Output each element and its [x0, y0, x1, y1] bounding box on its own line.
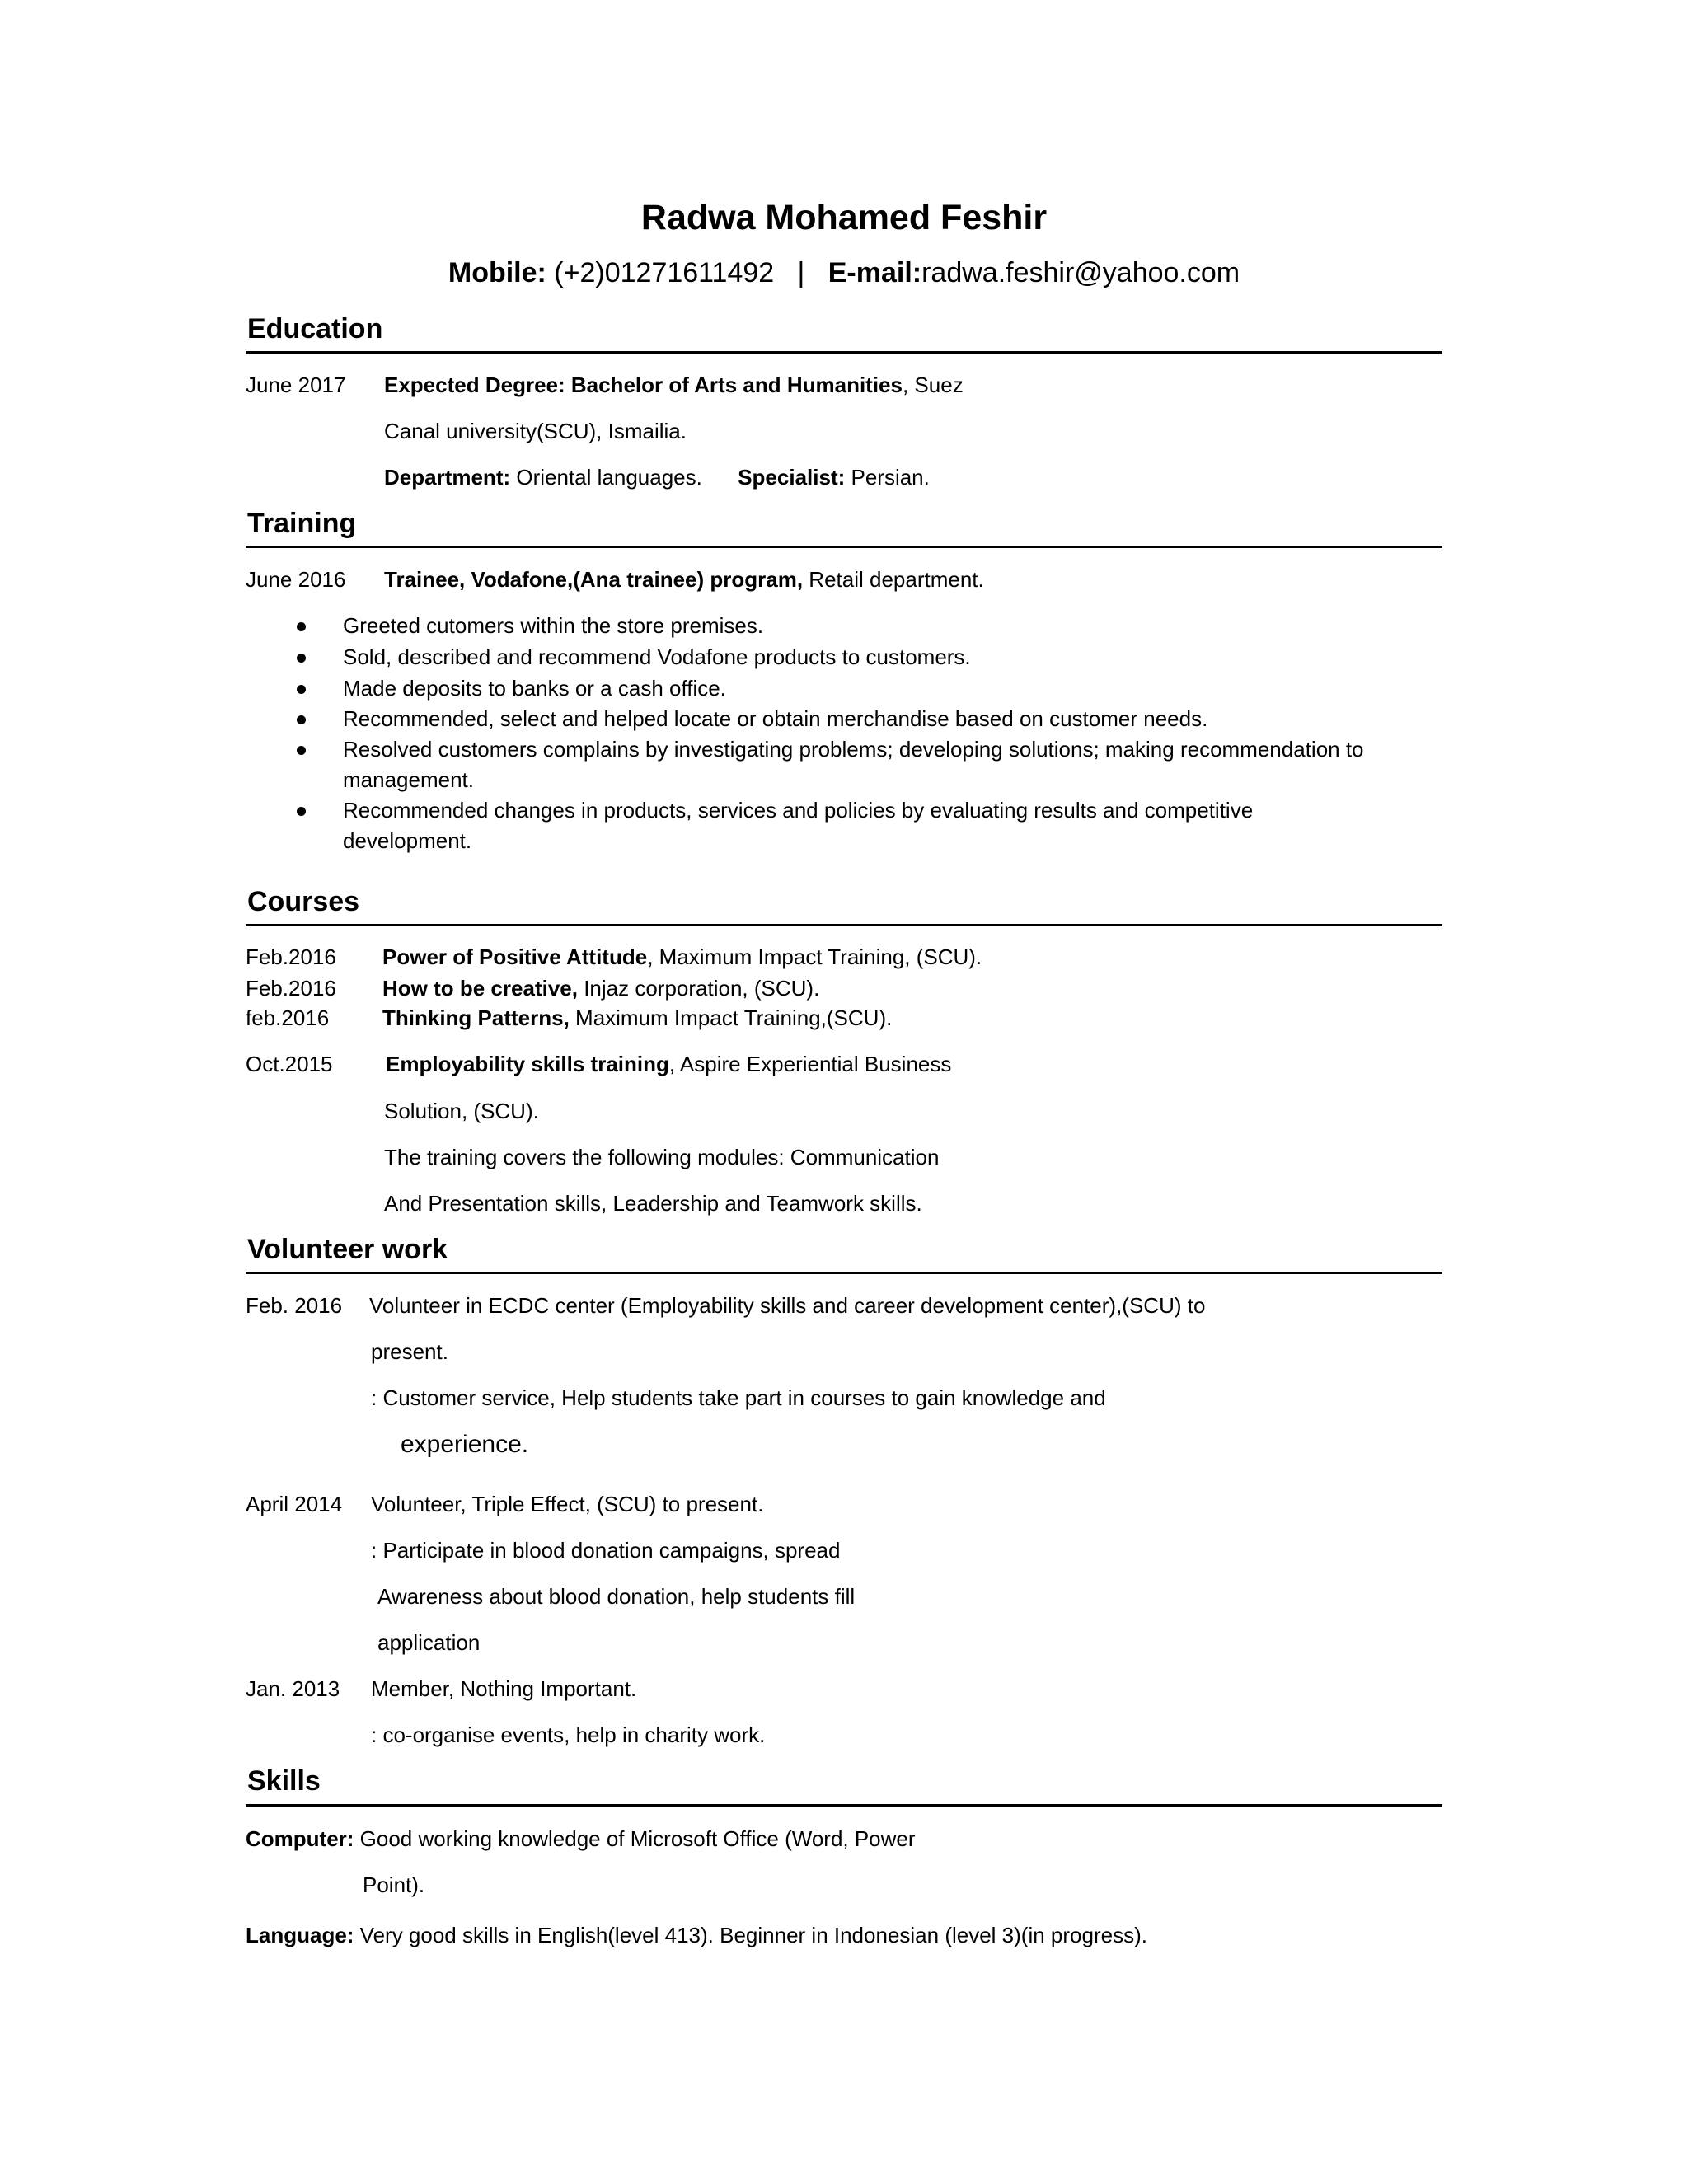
volunteer-line: : Customer service, Help students take part in courses to gain knowledge and — [371, 1385, 1106, 1410]
volunteer-date: Feb. 2016 — [246, 1293, 343, 1318]
volunteer-line: experience. — [401, 1431, 529, 1458]
candidate-name: Radwa Mohamed Feshir — [640, 198, 1048, 237]
volunteer-line: Member, Nothing Important. — [371, 1676, 637, 1701]
course-item — [382, 1005, 892, 1031]
education-degree — [384, 373, 964, 398]
computer-value: Good working knowledge of Microsoft Office (Word, Power — [354, 1826, 916, 1851]
bullet-icon — [297, 685, 306, 694]
training-divider — [246, 546, 1442, 548]
training-title-bold: Trainee, Vodafone,(Ana trainee) program, — [384, 567, 804, 592]
department-value: Oriental languages. — [510, 465, 702, 490]
contact-line — [0, 257, 1688, 289]
course-detail-line: Solution, (SCU). — [384, 1099, 539, 1123]
volunteer-line: Volunteer in ECDC center (Employability skills and career development center),(SCU) to — [369, 1293, 1206, 1318]
volunteer-line: Volunteer, Triple Effect, (SCU) to present. — [371, 1492, 764, 1516]
course-provider: Maximum Impact Training,(SCU). — [569, 1005, 893, 1030]
course-item — [386, 1052, 951, 1077]
training-bullet: Recommended, select and helped locate or obtain merchandise based on customer needs. — [343, 706, 1208, 731]
training-bullet-continued: development. — [343, 828, 472, 853]
course-date: Oct.2015 — [246, 1052, 333, 1076]
skills-heading: Skills — [247, 1765, 321, 1797]
language-value: Very good skills in English(level 413). Beginner in Indonesian (level 3)(in progress). — [354, 1923, 1147, 1947]
email-value: radwa.feshir@yahoo.com — [921, 257, 1240, 288]
skill-computer — [246, 1826, 916, 1852]
language-label: Language: — [246, 1923, 354, 1947]
education-divider — [246, 351, 1442, 354]
training-title — [384, 567, 984, 593]
course-detail-line: And Presentation skills, Leadership and Teamwork skills. — [384, 1191, 922, 1216]
skill-computer-continued: Point). — [363, 1872, 425, 1897]
training-bullet-continued: management. — [343, 767, 474, 792]
course-date: feb.2016 — [246, 1005, 330, 1030]
volunteer-line: present. — [371, 1339, 448, 1364]
department-label: Department: — [384, 465, 511, 490]
computer-label: Computer: — [246, 1826, 354, 1851]
skill-language — [246, 1923, 1147, 1948]
education-university: Canal university(SCU), Ismailia. — [384, 419, 687, 443]
volunteer-line: : co-organise events, help in charity work. — [371, 1722, 766, 1747]
training-bullet: Made deposits to banks or a cash office. — [343, 676, 726, 701]
training-title-rest: Retail department. — [803, 567, 984, 592]
volunteer-heading: Volunteer work — [247, 1234, 448, 1265]
bullet-icon — [297, 622, 306, 631]
volunteer-divider — [246, 1272, 1442, 1274]
course-title: Power of Positive Attitude — [382, 944, 648, 969]
volunteer-line: application — [377, 1630, 481, 1655]
volunteer-line: Awareness about blood donation, help students fill — [377, 1584, 856, 1609]
bullet-icon — [297, 654, 306, 663]
mobile-label: Mobile: — [448, 257, 546, 288]
contact-separator: | — [797, 257, 805, 288]
education-date: June 2017 — [246, 373, 346, 397]
bullet-icon — [297, 746, 306, 755]
course-detail-line: The training covers the following modules: Communication — [384, 1145, 940, 1169]
skills-divider — [246, 1804, 1442, 1807]
course-title: How to be creative, — [382, 976, 578, 1001]
course-title: Employability skills training — [386, 1052, 669, 1076]
bullet-icon — [297, 715, 306, 724]
course-title: Thinking Patterns, — [382, 1005, 570, 1030]
course-item — [382, 976, 819, 1001]
course-provider: Injaz corporation, (SCU). — [577, 976, 820, 1001]
courses-divider — [246, 924, 1442, 926]
email-label: E-mail: — [828, 257, 922, 288]
volunteer-date: Jan. 2013 — [246, 1676, 340, 1701]
volunteer-line: : Participate in blood donation campaigns, spread — [371, 1538, 841, 1563]
course-provider: , Aspire Experiential Business — [668, 1052, 952, 1076]
training-date: June 2016 — [246, 567, 346, 592]
training-heading: Training — [247, 508, 357, 539]
degree-rest: , Suez — [902, 373, 964, 397]
volunteer-date: April 2014 — [246, 1492, 343, 1516]
specialist-value: Persian. — [845, 465, 930, 490]
course-provider: , Maximum Impact Training, (SCU). — [647, 944, 982, 969]
specialist-label: Specialist: — [738, 465, 846, 490]
mobile-value: (+2)01271611492 — [546, 257, 775, 288]
bullet-icon — [297, 807, 306, 816]
training-bullet: Sold, described and recommend Vodafone products to customers. — [343, 644, 971, 669]
education-heading: Education — [247, 313, 383, 344]
courses-heading: Courses — [247, 886, 360, 917]
degree-label: Expected Degree: Bachelor of Arts and Humanities — [384, 373, 903, 397]
training-bullet: Recommended changes in products, services and policies by evaluating results and competitive — [343, 798, 1254, 823]
training-bullet: Greeted cutomers within the store premises. — [343, 613, 764, 638]
training-bullet: Resolved customers complains by investigating problems; developing solutions; making recommendation to — [343, 737, 1364, 762]
course-date: Feb.2016 — [246, 944, 336, 969]
course-date: Feb.2016 — [246, 976, 336, 1001]
education-department — [384, 465, 930, 490]
course-item — [382, 944, 982, 970]
